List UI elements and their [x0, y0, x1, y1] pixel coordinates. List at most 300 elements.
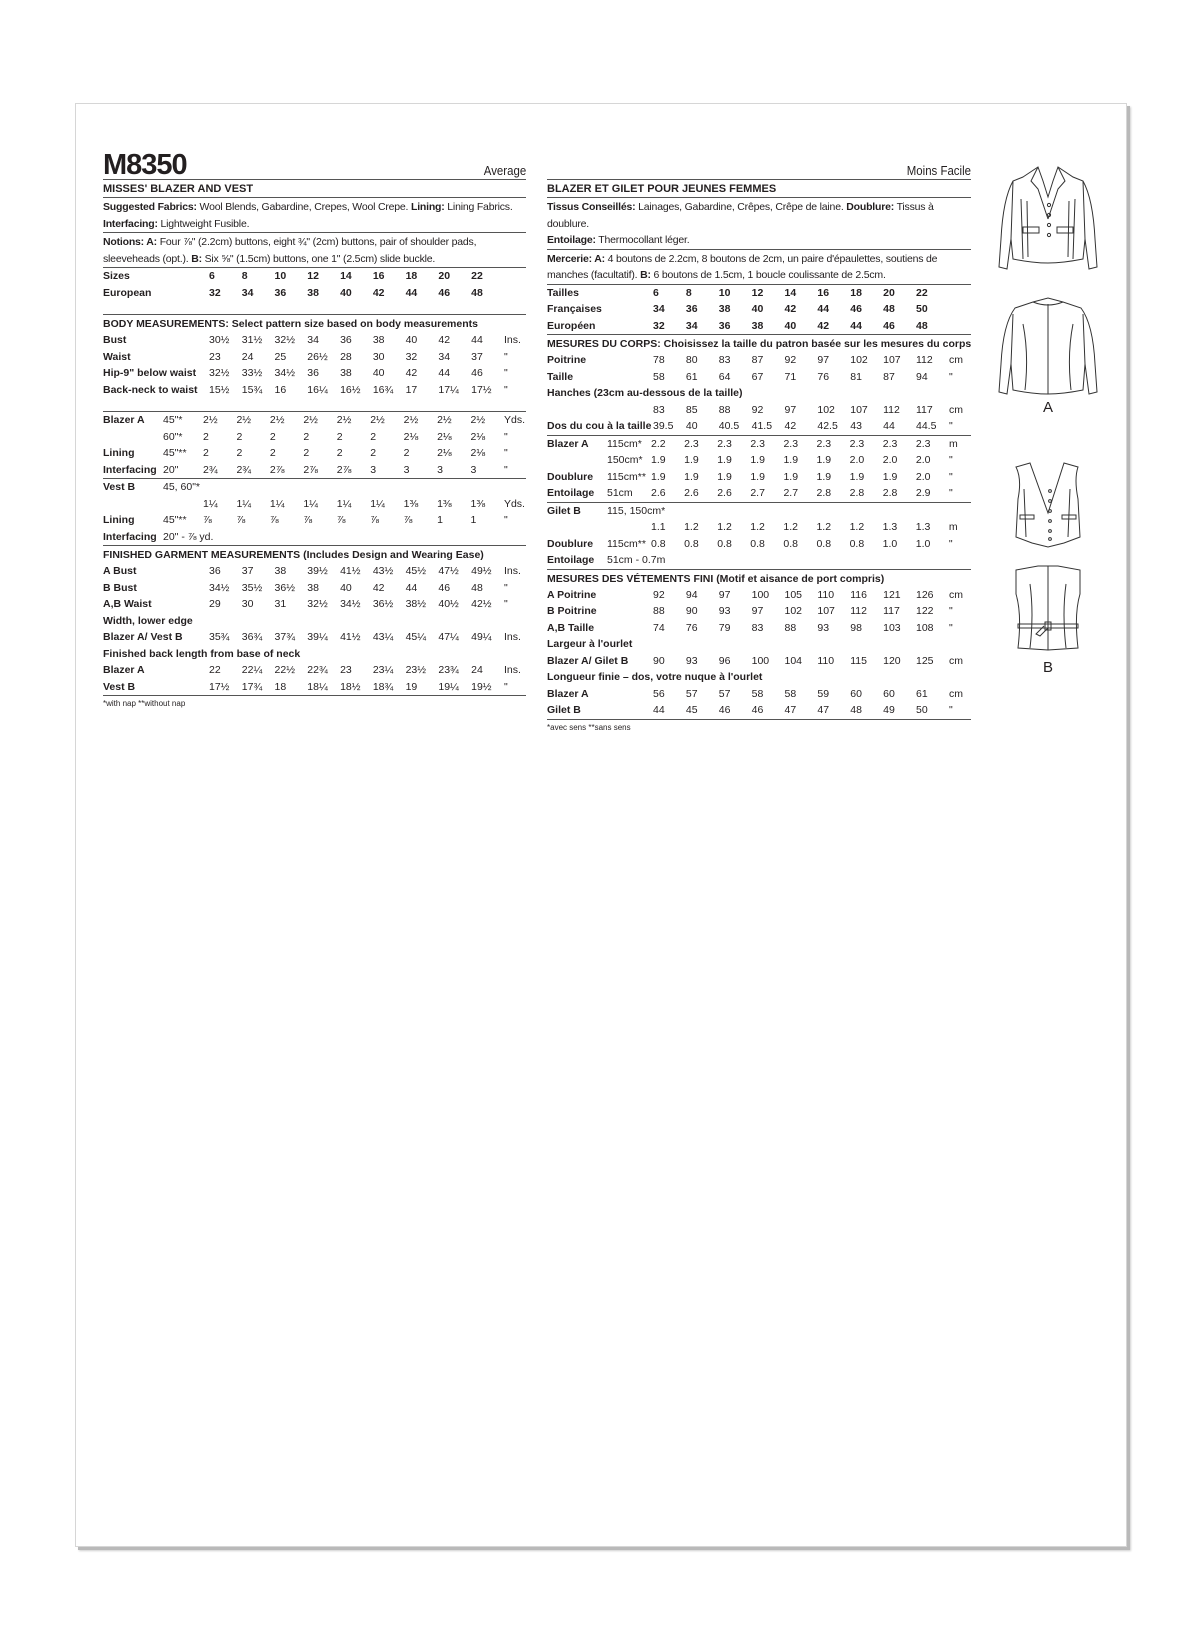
cell-value: 1¼	[303, 497, 318, 510]
cell-value: 23	[209, 350, 221, 363]
lining-text: Lining Fabrics.	[444, 201, 513, 213]
cell-value: 56	[653, 687, 665, 700]
table-row	[103, 365, 526, 382]
cell-value: 45	[686, 702, 719, 719]
cell-value: 44	[817, 303, 830, 315]
vest-back-illustration	[1008, 564, 1088, 654]
unit: cm	[949, 588, 963, 601]
cell-value: 34½	[340, 598, 361, 610]
unit: "	[504, 430, 508, 443]
fabric-width	[163, 496, 203, 513]
cell-value: 30	[372, 350, 385, 363]
unit	[504, 268, 526, 285]
cell-value: 42	[817, 319, 830, 332]
cell-value: 43½	[372, 565, 394, 577]
table-row	[103, 563, 526, 580]
row-label: Poitrine	[547, 354, 587, 366]
notions-text-b: Six ⅝" (1.5cm) buttons, one 1" (2.5cm) slide buckle.	[201, 252, 436, 265]
cell-value: 32½	[274, 334, 295, 346]
cell-value: 92	[784, 354, 797, 366]
cell-value: 2	[269, 430, 276, 443]
unit	[949, 285, 971, 302]
cell-value: 94	[916, 370, 928, 383]
table-row	[547, 402, 971, 419]
cell-value: 46	[752, 702, 785, 719]
cell-value: 120	[883, 654, 901, 667]
cell-value: ⅞	[370, 514, 379, 526]
cell-value: 22¾	[307, 664, 328, 676]
fabric-width: 45"*	[163, 414, 183, 426]
cell-value: 37	[471, 350, 483, 363]
cell-value: 0.8	[849, 537, 865, 550]
cell-value: 76	[685, 621, 698, 634]
cell-value: 3	[404, 462, 437, 479]
cell-value: 87	[883, 370, 895, 383]
table-row	[547, 603, 971, 620]
cell-value: 33½	[241, 367, 263, 379]
cell-value: 34	[307, 334, 319, 346]
unit: Ins.	[504, 631, 521, 643]
cell-value: 23½	[405, 664, 427, 676]
cell-value: 17½	[471, 383, 492, 396]
row-label: Tailles	[547, 286, 579, 299]
row-label: Hip-9" below waist	[103, 367, 197, 379]
fabrics-label-fr: Tissus Conseillés:	[547, 201, 636, 213]
french-header	[547, 151, 971, 180]
cell-value: 17¼	[438, 383, 459, 396]
vest-yardage-table-fr	[547, 503, 971, 570]
cell-value: 2⅛	[437, 430, 452, 443]
row-label: European	[103, 286, 152, 299]
row-label: Blazer A	[103, 414, 145, 426]
cell-value: 42.5	[817, 418, 850, 435]
cell-value: 102	[817, 403, 835, 416]
row-label: Taille	[547, 370, 574, 383]
row-label: Doublure	[547, 537, 594, 550]
cell-value: 43¼	[372, 631, 394, 643]
cell-value: 93	[718, 605, 731, 617]
cell-value: 1.3	[882, 521, 898, 533]
row-label	[547, 452, 607, 469]
blazer-back-illustration	[993, 294, 1103, 404]
cell-value: 38	[718, 303, 731, 315]
cell-value: 39¼	[307, 631, 328, 643]
interfacing-text: Lightweight Fusible.	[157, 217, 250, 230]
cell-value: 67	[751, 370, 764, 383]
table-row	[103, 679, 526, 696]
cell-value: 30	[241, 598, 254, 610]
pattern-title: MISSES' BLAZER AND VEST	[103, 180, 526, 198]
cell-value: 93	[685, 654, 698, 667]
cell-value: 2.7	[750, 485, 783, 502]
cell-value: 18¼	[307, 679, 340, 696]
cell-value: 1.9	[849, 470, 865, 483]
cell-value: 17¾	[242, 679, 275, 696]
cell-value: 121	[883, 588, 901, 601]
fabric-width: 45"**	[163, 514, 187, 526]
cell-value: 1.9	[816, 470, 832, 483]
cell-value: 42	[438, 334, 451, 346]
cell-value: 1.9	[684, 470, 699, 483]
english-column	[103, 151, 526, 708]
cell-value: 38	[751, 319, 764, 332]
cell-value: 40	[372, 367, 385, 379]
row-label	[547, 402, 653, 419]
row-label: Entoilage	[547, 485, 607, 502]
table-row	[547, 352, 971, 369]
cell-value: 1.0	[915, 537, 931, 550]
unit: "	[949, 470, 953, 483]
cell-value: 2⅞	[270, 462, 303, 479]
cell-value: 18	[405, 270, 418, 282]
sub-heading: Longueur finie – dos, votre nuque à l'ourlet	[547, 671, 763, 683]
cell-value: 44	[471, 334, 483, 346]
cell-value: 44	[438, 367, 451, 379]
row-label: Interfacing	[103, 462, 163, 479]
cell-value: 2	[303, 447, 310, 459]
cell-value: 107	[883, 354, 901, 366]
cell-value: 88	[718, 403, 731, 416]
row-label: Blazer A/ Gilet B	[547, 654, 629, 667]
cell-value: 2⅛	[470, 447, 486, 459]
cell-value: 2½	[269, 414, 285, 426]
table-row	[103, 629, 526, 646]
table-row	[547, 418, 971, 435]
table-row	[103, 412, 526, 429]
notions-label-fr: Mercerie: A:	[547, 252, 605, 265]
table-row	[103, 285, 526, 302]
table-row	[547, 436, 971, 453]
interfacing-text-fr: Thermocollant léger.	[595, 234, 690, 246]
cell-value: 44	[653, 702, 686, 719]
cell-value: 97	[718, 588, 731, 601]
cell-value: 80	[685, 354, 698, 366]
cell-value: 2	[336, 447, 343, 459]
row-label	[103, 496, 163, 513]
table-row	[103, 580, 526, 597]
cell-value: 1.9	[783, 470, 799, 483]
cell-value: 46	[438, 581, 451, 594]
cell-value: 74	[653, 621, 665, 634]
cell-value: 49¼	[471, 631, 492, 643]
cell-value: 22½	[274, 664, 295, 676]
cell-value: 48	[850, 702, 883, 719]
fabric-width: 51cm	[607, 485, 651, 502]
difficulty-level-fr: Moins Facile	[906, 163, 971, 178]
cell-value: 92	[653, 588, 665, 601]
cell-value: 1.2	[684, 521, 699, 533]
table-row	[103, 512, 526, 529]
cell-value: 42	[372, 286, 385, 299]
cell-value: 2.3	[717, 437, 732, 450]
cell-value: 16½	[340, 383, 361, 396]
view-a-label: A	[1043, 399, 1054, 416]
body-measurements-heading-fr: MESURES DU CORPS: Choisissez la taille du patron basée sur les mesures du corps	[547, 338, 972, 350]
cell-value: 22	[471, 270, 483, 282]
cell-value: 2½	[336, 414, 352, 426]
cell-value: 126	[916, 588, 934, 601]
cell-value: 94	[685, 588, 698, 601]
cell-value: 1.9	[651, 454, 666, 466]
cell-value: 32½	[209, 367, 230, 379]
unit: "	[949, 370, 953, 383]
cell-value: 83	[751, 621, 764, 634]
table-row	[103, 462, 526, 479]
cell-value: 40	[686, 418, 719, 435]
blazer-front-illustration	[993, 159, 1103, 289]
finished-measurements-heading: FINISHED GARMENT MEASUREMENTS (Includes Design and Wearing Ease)	[103, 549, 484, 561]
lining-text-fr: Tissus à doublure.	[547, 201, 934, 230]
cell-value: 2⅞	[303, 462, 336, 479]
table-row	[547, 686, 971, 703]
unit: "	[949, 418, 971, 435]
row-label: Gilet B	[547, 504, 581, 517]
row-label: A,B Waist	[103, 598, 152, 610]
cell-value: 107	[850, 403, 868, 416]
cell-value: 2	[203, 430, 209, 443]
row-label: Bust	[103, 334, 127, 346]
cell-value: 15¾	[241, 383, 263, 396]
body-measurements-table-fr	[547, 352, 971, 436]
cell-value: 1.9	[816, 454, 832, 466]
unit: "	[504, 350, 508, 363]
cell-value: 1.9	[783, 454, 799, 466]
finished-measurements-table-fr	[547, 587, 971, 720]
cell-value: 112	[916, 354, 933, 366]
cell-value: 6	[209, 270, 215, 282]
cell-value: 47½	[438, 565, 459, 577]
notions-text-b-fr: 6 boutons de 1.5cm, 1 boucle coulissante de 2.5cm.	[650, 269, 886, 281]
cell-value: 32	[405, 350, 418, 363]
cell-value: 36	[340, 334, 352, 346]
cell-value: 37¾	[274, 631, 295, 643]
view-b-label: B	[1043, 659, 1054, 676]
cell-value: 1	[437, 514, 443, 526]
cell-value: 1.2	[849, 521, 865, 533]
cell-value: 43	[850, 418, 883, 435]
cell-value: 25	[274, 350, 287, 363]
cell-value: 2.6	[684, 485, 717, 502]
cell-value: 35½	[241, 581, 263, 594]
cell-value: 0.8	[684, 537, 699, 550]
cell-value: 88	[784, 621, 797, 634]
cell-value: 6	[653, 286, 659, 299]
table-row	[103, 332, 526, 349]
cell-value: 2⅛	[470, 430, 486, 443]
cell-value: 90	[653, 654, 665, 667]
unit: "	[949, 454, 953, 466]
cell-value: 2⅛	[403, 430, 419, 443]
cell-value: 1.9	[750, 470, 765, 483]
cell-value: 2	[370, 447, 377, 459]
unit: Yds.	[504, 414, 526, 426]
unit: "	[949, 485, 971, 502]
cell-value: 93	[817, 621, 830, 634]
cell-value: 39.5	[653, 418, 686, 435]
cell-value: 14	[340, 270, 352, 282]
cell-value: 2.6	[717, 485, 750, 502]
cell-value: 2.3	[915, 437, 931, 450]
cell-value: 1¼	[336, 497, 352, 510]
cell-value: 38½	[405, 598, 427, 610]
cell-value: 112	[850, 605, 867, 617]
cell-value: ⅞	[403, 514, 413, 526]
cell-value: 2⅛	[437, 447, 452, 459]
cell-value: 2	[269, 447, 276, 459]
unit: "	[504, 447, 508, 459]
cell-value: 34	[241, 286, 254, 299]
cell-value: 38	[307, 286, 319, 299]
unit: "	[504, 383, 508, 396]
unit: m	[949, 437, 958, 450]
cell-value: 2.3	[750, 437, 765, 450]
cell-value: 36	[274, 286, 287, 299]
row-label: Doublure	[547, 470, 594, 483]
cell-value: 30½	[209, 334, 230, 346]
unit: "	[504, 581, 508, 594]
sizes-table	[103, 268, 526, 301]
cell-value: 50	[916, 702, 949, 719]
pattern-number: M8350	[103, 149, 187, 181]
cell-value: 44	[405, 581, 418, 594]
cell-value: 2	[403, 447, 410, 459]
cell-value: 1¼	[203, 497, 218, 510]
cell-value: 17	[405, 383, 418, 396]
notions-text-a: Four ⅞" (2.2cm) buttons, eight ¾" (2cm) buttons, pair of shoulder pads, sleeveheads (opt.).	[103, 236, 477, 265]
cell-value: 2.3	[816, 437, 832, 450]
cell-value: 40	[751, 303, 764, 315]
row-label: Gilet B	[547, 702, 653, 719]
cell-value: 45¼	[405, 631, 427, 643]
cell-value: 102	[784, 605, 803, 617]
cell-value: 122	[916, 605, 934, 617]
english-header	[103, 151, 526, 180]
cell-value: 58	[751, 687, 764, 700]
cell-value: 2¾	[236, 462, 269, 479]
row-label: Sizes	[103, 270, 130, 282]
cell-value: 87	[751, 354, 764, 366]
cell-value: 18	[850, 286, 862, 299]
cell-value: 49½	[471, 565, 492, 577]
unit: m	[948, 521, 958, 533]
cell-value: 2.2	[651, 437, 666, 450]
cell-value: 36	[718, 319, 731, 332]
cell-value: 1.2	[783, 521, 798, 533]
footnote-fr: *avec sens **sans sens	[547, 722, 631, 732]
row-label: Blazer A/ Vest B	[103, 631, 183, 643]
cell-value: 40½	[438, 598, 459, 610]
cell-value: 24	[241, 350, 254, 363]
cell-value: 2½	[370, 414, 385, 426]
cell-value: 19½	[471, 679, 504, 696]
cell-value: 2.0	[915, 454, 931, 466]
cell-value: 110	[817, 588, 835, 601]
cell-value: 107	[817, 605, 835, 617]
cell-value: 64	[718, 370, 731, 383]
cell-value: 90	[685, 605, 698, 617]
row-label	[547, 519, 607, 536]
cell-value: 0.8	[816, 537, 832, 550]
cell-value: 16	[274, 383, 287, 396]
fabric-width: 115cm*	[607, 437, 642, 450]
cell-value: 1.9	[717, 454, 732, 466]
cell-value: 19¼	[438, 679, 471, 696]
notions-text-a-fr: 4 boutons de 2.2cm, 8 boutons de 2cm, un paire d'épaulettes, soutiens de manches (facultatif).	[547, 252, 938, 281]
cell-value: 16¼	[307, 383, 328, 396]
unit: "	[949, 702, 971, 719]
cell-value: 2½	[203, 414, 218, 426]
unit: "	[503, 514, 508, 526]
cell-value: 2.8	[850, 485, 883, 502]
cell-value: 0.8	[783, 537, 798, 550]
cell-value: 98	[850, 621, 862, 634]
cell-value: 20	[438, 270, 451, 282]
cell-value: 16	[817, 286, 830, 299]
cell-value: 40	[340, 286, 352, 299]
cell-value: 20" - ⅞ yd.	[163, 529, 526, 546]
cell-value: 35¾	[209, 631, 230, 643]
finished-measurements-heading-fr: MESURES DES VÉTEMENTS FINI (Motif et aisance de port compris)	[547, 572, 885, 585]
cell-value: 42	[784, 303, 797, 315]
cell-value: ⅞	[336, 514, 346, 526]
cell-value: 1.2	[717, 521, 732, 533]
cell-value: 38	[307, 581, 319, 594]
cell-value: 104	[784, 654, 803, 667]
cell-value: 10	[718, 286, 731, 299]
table-row	[547, 536, 971, 553]
row-label: B Poitrine	[547, 605, 597, 617]
pattern-title-fr: BLAZER ET GILET POUR JEUNES FEMMES	[547, 180, 971, 198]
cell-value: 2.7	[783, 485, 816, 502]
table-row	[103, 429, 526, 446]
cell-value: 23¼	[372, 664, 394, 676]
unit: "	[504, 598, 508, 610]
fabric-width: 20"	[163, 462, 203, 479]
footnote: *with nap **without nap	[103, 699, 186, 708]
cell-value: 1¼	[370, 497, 385, 510]
cell-value: 32	[653, 319, 665, 332]
cell-value: 34	[438, 350, 451, 363]
french-column	[547, 151, 971, 732]
row-label: B Bust	[103, 581, 137, 594]
row-label: Françaises	[547, 303, 602, 315]
row-label: Back-neck to waist	[103, 383, 198, 396]
unit	[504, 285, 526, 302]
cell-value: 40	[340, 581, 352, 594]
cell-value: 97	[751, 605, 764, 617]
cell-value: 38	[372, 334, 385, 346]
cell-value: 8	[241, 270, 248, 282]
blazer-yardage-table-fr	[547, 436, 971, 503]
cell-value: 16¾	[372, 383, 394, 396]
notions-section-fr	[547, 250, 971, 285]
cell-value: 8	[685, 286, 692, 299]
unit: Yds.	[503, 497, 525, 510]
cell-value: 12	[751, 286, 764, 299]
cell-value: 58	[653, 370, 665, 383]
cell-value: 2.8	[817, 485, 850, 502]
cell-value: 41.5	[752, 418, 785, 435]
row-label: A Bust	[103, 565, 137, 577]
row-label	[103, 429, 163, 446]
row-label: Blazer A	[103, 664, 145, 676]
difficulty-level: Average	[483, 163, 526, 178]
cell-value: 2.0	[849, 454, 865, 466]
cell-value: 22	[916, 286, 928, 299]
cell-value: 18	[275, 679, 308, 696]
unit: "	[504, 367, 508, 379]
cell-value: 1.2	[750, 521, 765, 533]
